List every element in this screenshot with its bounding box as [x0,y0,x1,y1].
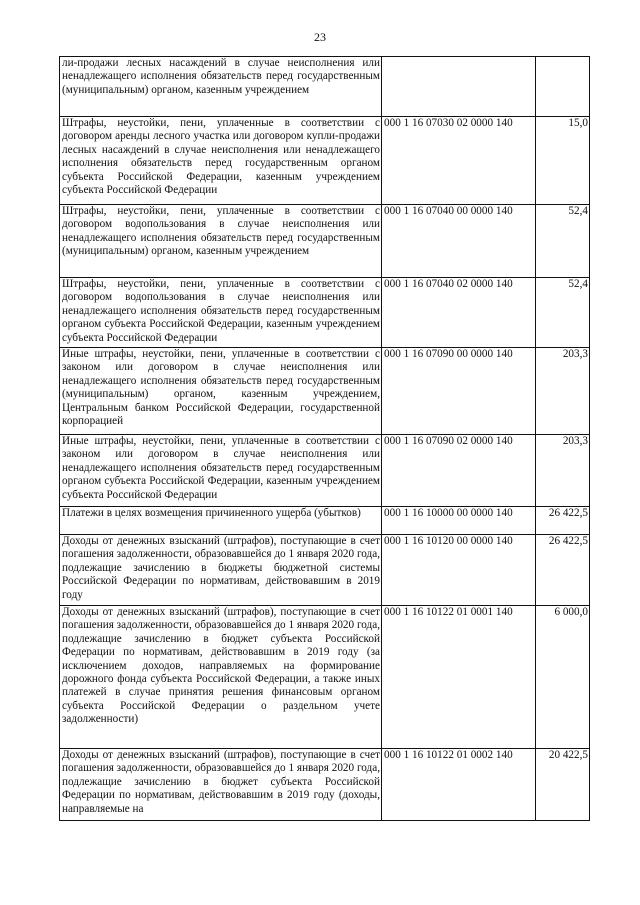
row-amount: 203,3 [536,348,590,435]
row-description: Штрафы, неустойки, пени, уплаченные в соответствии с договором аренды лесного участка или договором купли-продажи лесных насаждений в случае неисполнения или ненадлежащего исполнения обязательств перед государственным органом субъекта Российской Федерации, казенным учреждением субъекта Российской Федерации [60,117,382,205]
table-row [60,117,590,205]
row-code: 000 1 16 07090 02 0000 140 [382,435,536,507]
row-code: 000 1 16 10122 01 0002 140 [382,749,536,821]
row-description: Доходы от денежных взысканий (штрафов), поступающие в счет погашения задолженности, образовавшейся до 1 января 2020 года, подлежащие зачислению в бюджеты бюджетной системы Российской Федерации по нормативам, действовавшим в 2019 году [60,535,382,606]
row-code: 000 1 16 07040 00 0000 140 [382,205,536,278]
row-description: Доходы от денежных взысканий (штрафов), поступающие в счет погашения задолженности, образовавшейся до 1 января 2020 года, подлежащие зачислению в бюджет субъекта Российской Федерации по нормативам, действовавшим в 2019 году (за исключением доходов, направляемых на формирование дорожного фонда субъекта Российской Федерации, а также иных платежей в случае принятия решения финансовым органом субъекта Российской Федерации о раздельном учете задолженности) [60,606,382,749]
row-description: Штрафы, неустойки, пени, уплаченные в соответствии с договором водопользования в случае неисполнения или ненадлежащего исполнения обязательств перед государственным органом субъекта Российской Федерации, казенным учреждением субъекта Российской Федерации [60,278,382,348]
row-code: 000 1 16 07040 02 0000 140 [382,278,536,348]
row-description: ли-продажи лесных насаждений в случае неисполнения или ненадлежащего исполнения обязательств перед государственным (муниципальным) органом, казенным учреждением [60,57,382,117]
table-row [60,278,590,348]
row-description: Доходы от денежных взысканий (штрафов), поступающие в счет погашения задолженности, образовавшейся до 1 января 2020 года, подлежащие зачислению в бюджет субъекта Российской Федерации по нормативам, действовавшим в 2019 году (доходы, направляемые на [60,749,382,821]
row-code: 000 1 16 07030 02 0000 140 [382,117,536,205]
table-row [60,507,590,535]
page-number: 23 [314,30,326,44]
row-amount: 26 422,5 [536,507,590,535]
row-amount: 6 000,0 [536,606,590,749]
row-amount: 52,4 [536,278,590,348]
row-description: Иные штрафы, неустойки, пени, уплаченные в соответствии с законом или договором в случае неисполнения или ненадлежащего исполнения обязательств перед государственным (муниципальным) органом, казенным учреждением, Центральным банком Российской Федерации, государственной корпорацией [60,348,382,435]
budget-revenue-table [59,56,590,821]
table-row [60,749,590,821]
row-amount: 203,3 [536,435,590,507]
row-description: Платежи в целях возмещения причиненного ущерба (убытков) [60,507,382,535]
row-amount: 52,4 [536,205,590,278]
table-row [60,205,590,278]
row-amount: 20 422,5 [536,749,590,821]
row-code: 000 1 16 10000 00 0000 140 [382,507,536,535]
table-row [60,435,590,507]
row-amount [536,57,590,117]
table-row [60,348,590,435]
row-amount: 15,0 [536,117,590,205]
row-description: Иные штрафы, неустойки, пени, уплаченные в соответствии с законом или договором в случае неисполнения или ненадлежащего исполнения обязательств перед государственным органом субъекта Российской Федерации, казенным учреждением субъекта Российской Федерации [60,435,382,507]
row-code: 000 1 16 10120 00 0000 140 [382,535,536,606]
table-row [60,57,590,117]
table-row [60,535,590,606]
row-code: 000 1 16 10122 01 0001 140 [382,606,536,749]
table-row [60,606,590,749]
row-code: 000 1 16 07090 00 0000 140 [382,348,536,435]
row-description: Штрафы, неустойки, пени, уплаченные в соответствии с договором водопользования в случае неисполнения или ненадлежащего исполнения обязательств перед государственным (муниципальным) органом, казенным учреждением [60,205,382,278]
row-code [382,57,536,117]
row-amount: 26 422,5 [536,535,590,606]
